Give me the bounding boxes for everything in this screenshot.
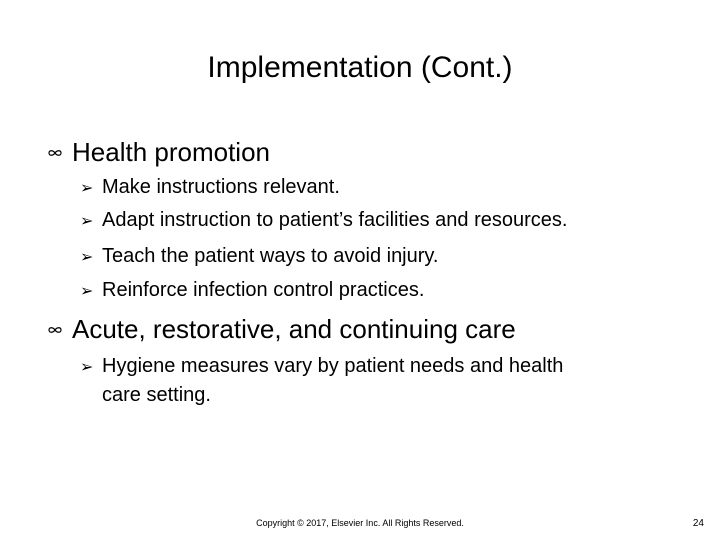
arrow-bullet-icon: ➢ bbox=[80, 178, 94, 197]
arrow-bullet-icon: ➢ bbox=[80, 281, 94, 300]
list-item-text: Adapt instruction to patient’s facilities and resources. bbox=[102, 209, 568, 231]
section-health-promotion bbox=[42, 135, 682, 169]
arrow-bullet-icon: ➢ bbox=[80, 211, 94, 230]
section-heading: Acute, restorative, and continuing care bbox=[72, 314, 516, 344]
arrow-bullet-icon: ➢ bbox=[80, 357, 94, 376]
section-acute-care bbox=[42, 312, 682, 346]
infinity-bullet-icon bbox=[48, 326, 62, 334]
section-heading: Health promotion bbox=[72, 137, 270, 167]
copyright-footer: Copyright © 2017, Elsevier Inc. All Rights Reserved. bbox=[256, 518, 464, 528]
arrow-bullet-icon: ➢ bbox=[80, 247, 94, 266]
list-item-text: Teach the patient ways to avoid injury. bbox=[102, 245, 439, 267]
infinity-bullet-icon bbox=[48, 149, 62, 157]
page-number: 24 bbox=[692, 518, 704, 529]
list-item-text: Make instructions relevant. bbox=[102, 176, 340, 198]
list-item-text: Hygiene measures vary by patient needs and health bbox=[102, 355, 564, 377]
list-item-text: care setting. bbox=[102, 384, 211, 406]
list-item-text: Reinforce infection control practices. bbox=[102, 279, 425, 301]
slide-title: Implementation (Cont.) bbox=[207, 51, 513, 84]
